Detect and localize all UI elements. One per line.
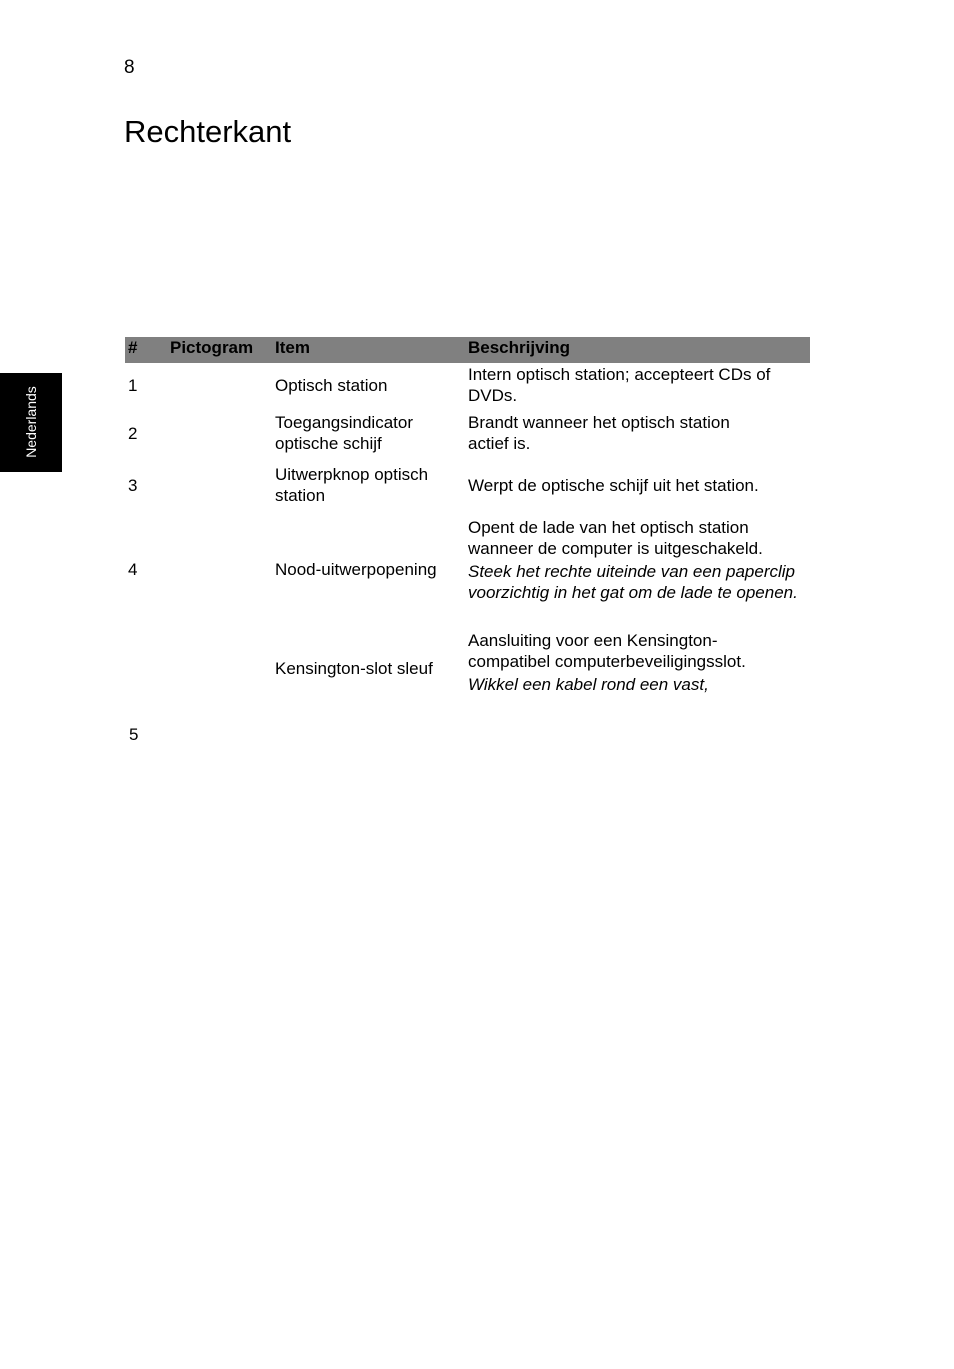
row-num: 1 (128, 376, 138, 395)
row-item: Toegangsindicator optische schijf (275, 413, 413, 453)
header-item: Item (275, 338, 310, 357)
row-description-block (468, 517, 798, 603)
row-description-block (468, 630, 798, 695)
row-num: 3 (128, 476, 138, 495)
row-item: Uitwerpknop optisch station (275, 465, 429, 505)
table-row (125, 412, 810, 458)
table-row (125, 464, 810, 510)
language-side-tab (0, 373, 62, 472)
table-row (125, 630, 810, 700)
row-description: Opent de lade van het optisch station wanneer de computer is uitgeschakeld. (468, 518, 763, 558)
page-number: 8 (124, 57, 135, 78)
header-icon: Pictogram (170, 338, 254, 357)
row-description: Brandt wanneer het optisch station actief is. (468, 413, 730, 453)
table-header-row (125, 337, 810, 363)
header-num: # (128, 338, 138, 357)
row-num: 4 (128, 560, 138, 579)
row-num: 2 (128, 424, 138, 443)
table-row (125, 517, 810, 627)
row-item: Nood-uitwerpopening (275, 560, 437, 579)
row-description: Intern optisch station; accepteert CDs of DVDs. (468, 365, 771, 405)
side-tab-label: Nederlands (23, 386, 39, 458)
row-item: Optisch station (275, 376, 388, 395)
row-note: Wikkel een kabel rond een vast, (468, 675, 709, 694)
row-note: Steek het rechte uiteinde van een paperclip voorzichtig in het gat om de lade te openen. (468, 562, 798, 602)
page-title: Rechterkant (124, 114, 292, 149)
row-item: Kensington-slot sleuf (275, 659, 433, 678)
row-num-5: 5 (129, 725, 139, 744)
table-row (125, 364, 810, 410)
row-description: Werpt de optische schijf uit het station. (468, 476, 759, 495)
row-description: Aansluiting voor een Kensington-compatibel computerbeveiligingsslot. (468, 631, 746, 671)
header-description: Beschrijving (468, 338, 571, 357)
